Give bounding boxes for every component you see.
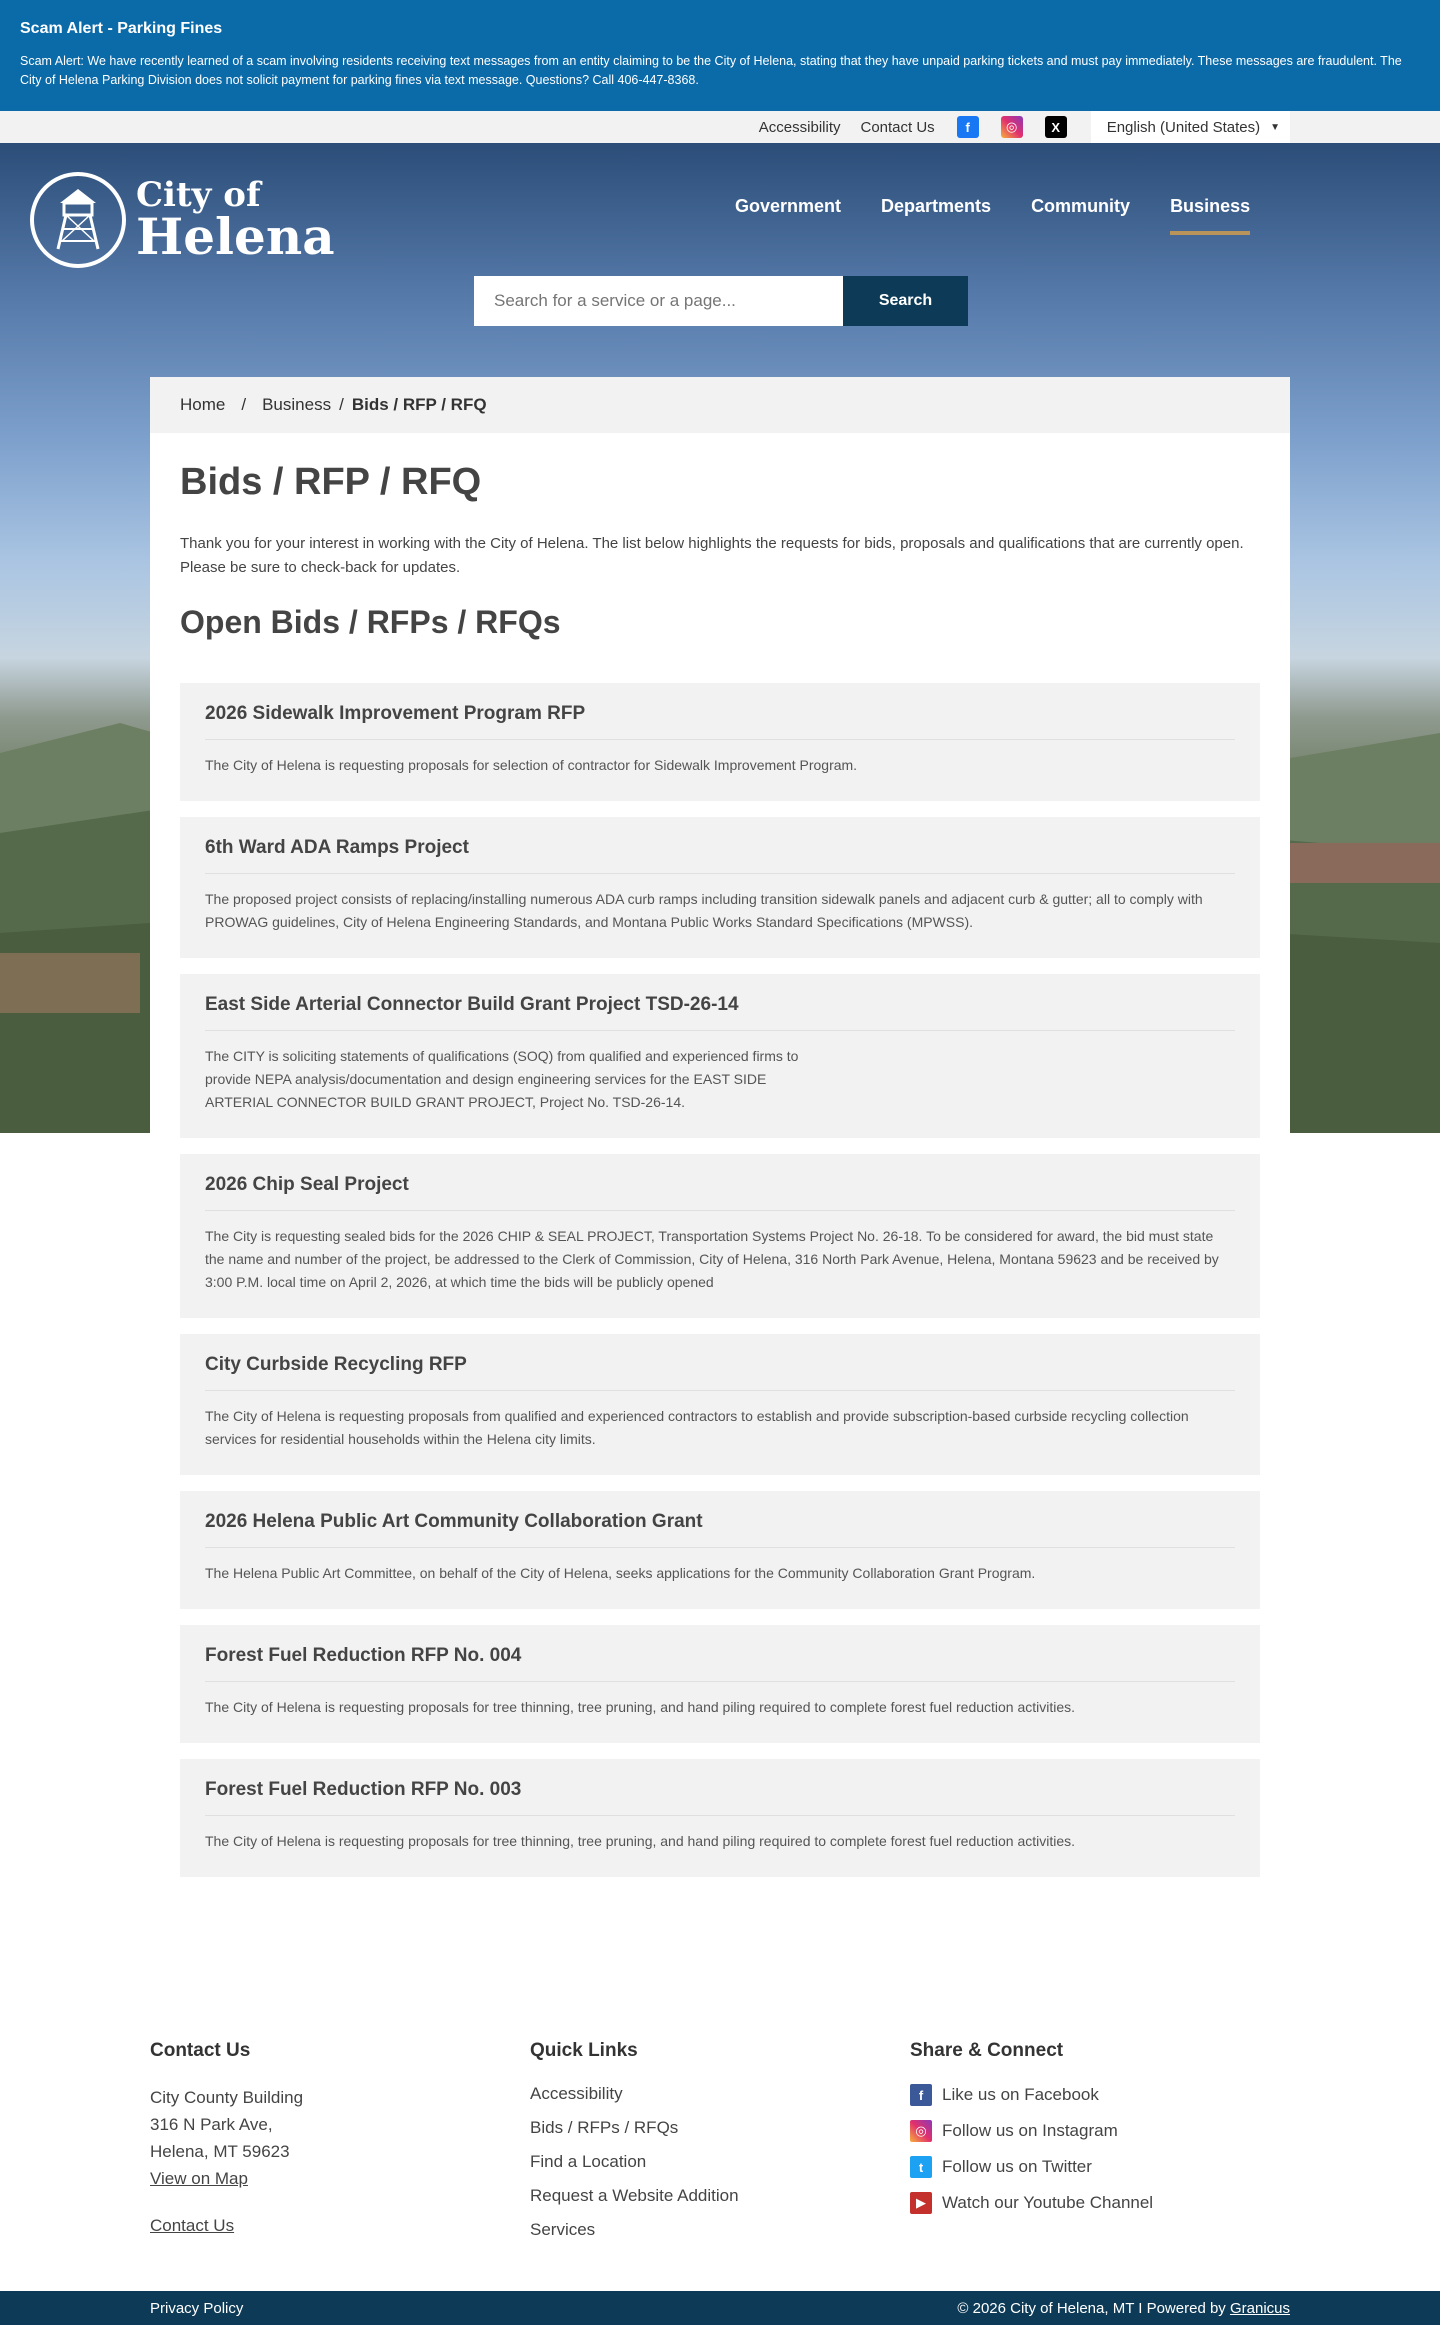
quick-link-services[interactable]: Services: [530, 2220, 596, 2239]
nav-business[interactable]: Business: [1170, 196, 1250, 235]
bid-description: The City of Helena is requesting proposals for selection of contractor for Sidewalk Improvement Program.: [205, 757, 858, 773]
breadcrumb-separator: /: [241, 395, 247, 414]
share-facebook[interactable]: [910, 2084, 1290, 2106]
site-footer: [150, 2040, 1290, 2254]
language-label: English (United States): [1106, 118, 1261, 136]
fire-tower-logo-icon: [30, 172, 126, 268]
share-instagram[interactable]: [910, 2120, 1290, 2142]
bid-description: The City of Helena is requesting proposals for tree thinning, tree pruning, and hand piling required to complete forest fuel reduction activities.: [205, 1833, 1076, 1849]
utility-bar: [0, 111, 1440, 143]
bid-description: The CITY is soliciting statements of qualifications (SOQ) from qualified and experienced firms to provide NEPA analysis/documentation and design engineering services for the EAST SIDE ARTERIAL CONNECTOR BUILD GRANT PROJECT, Project No. TSD-26-14.: [205, 1048, 799, 1110]
logo-line-2: Helena: [136, 207, 335, 266]
bid-card[interactable]: [180, 1625, 1260, 1743]
youtube-icon: ▶: [910, 2192, 932, 2214]
chevron-down-icon: ▼: [1270, 121, 1280, 133]
copyright-text: © 2026 City of Helena, MT I Powered by: [957, 2300, 1226, 2317]
scam-alert-banner: [0, 0, 1440, 111]
footer-street: 316 N Park Ave,: [150, 2115, 273, 2134]
breadcrumb-business[interactable]: Business: [262, 395, 332, 414]
nav-government[interactable]: Government: [735, 196, 842, 216]
bottom-bar: [0, 2291, 1440, 2325]
footer-city: Helena, MT 59623: [150, 2142, 290, 2161]
bid-card[interactable]: [180, 817, 1260, 958]
page-title: Bids / RFP / RFQ: [180, 461, 482, 503]
breadcrumb: [150, 377, 1290, 433]
footer-share-heading: Share & Connect: [910, 2040, 1064, 2061]
footer-contact-link[interactable]: Contact Us: [150, 2216, 235, 2235]
footer-contact-heading: Contact Us: [150, 2040, 251, 2061]
bid-description: The proposed project consists of replacing/installing numerous ADA curb ramps including transition sidewalk panels and adjacent curb & gutter; all to comply with PROWAG guidelines, City of Helena Engineering Standards, and Montana Public Works Standard Specifications (MPWSS).: [205, 891, 1203, 930]
footer-building: City County Building: [150, 2088, 304, 2107]
nav-community[interactable]: Community: [1031, 196, 1131, 216]
footer-quick-heading: Quick Links: [530, 2040, 638, 2061]
bid-title[interactable]: 2026 Helena Public Art Community Collaboration Grant: [205, 1511, 1235, 1548]
bid-title[interactable]: 2026 Sidewalk Improvement Program RFP: [205, 703, 1235, 740]
bid-title[interactable]: Forest Fuel Reduction RFP No. 004: [205, 1645, 1235, 1682]
breadcrumb-current: Bids / RFP / RFQ: [351, 395, 487, 414]
privacy-policy-link[interactable]: Privacy Policy: [150, 2300, 244, 2317]
instagram-icon: ◎: [910, 2120, 932, 2142]
footer-quick-links: [530, 2040, 910, 2254]
contact-us-link[interactable]: Contact Us: [860, 118, 935, 136]
main-nav: [735, 196, 1290, 235]
facebook-icon[interactable]: f: [957, 116, 979, 138]
x-twitter-icon[interactable]: X: [1045, 116, 1067, 138]
section-title: Open Bids / RFPs / RFQs: [180, 604, 561, 640]
accessibility-link[interactable]: Accessibility: [758, 118, 841, 136]
quick-link-accessibility[interactable]: Accessibility: [530, 2084, 623, 2103]
breadcrumb-home[interactable]: Home: [180, 395, 226, 414]
alert-body: Scam Alert: We have recently learned of a scam involving residents receiving text messages from an entity claiming to be the City of Helena, stating that they have unpaid parking tickets and must pay immediately. These messages are fraudulent. The City of Helena Parking Division does not solicit payment for parking fines via text message. Questions? Call 406-447-8368.: [20, 54, 1402, 87]
search-input[interactable]: [474, 276, 843, 326]
city-logo[interactable]: [30, 172, 335, 268]
language-select[interactable]: [1091, 111, 1290, 143]
facebook-icon: f: [910, 2084, 932, 2106]
bid-card[interactable]: [180, 1759, 1260, 1877]
search-button[interactable]: Search: [843, 276, 968, 326]
breadcrumb-separator: /: [339, 395, 344, 414]
share-youtube-label: Watch our Youtube Channel: [942, 2193, 1154, 2212]
page-intro: Thank you for your interest in working with the City of Helena. The list below highlights the requests for bids, proposals and qualifications that are currently open. Please be sure to check-back for updates.: [180, 535, 1244, 576]
footer-share: [910, 2040, 1290, 2254]
nav-departments[interactable]: Departments: [881, 196, 992, 216]
bid-description: The City of Helena is requesting proposals for tree thinning, tree pruning, and hand piling required to complete forest fuel reduction activities.: [205, 1699, 1076, 1715]
bid-description: The City of Helena is requesting proposals from qualified and experienced contractors to establish and provide subscription-based curbside recycling collection services for residential households within the Helena city limits.: [205, 1408, 1189, 1447]
share-facebook-label: Like us on Facebook: [942, 2085, 1099, 2104]
logo-line-1: City of: [136, 175, 261, 215]
bid-card[interactable]: [180, 974, 1260, 1138]
bid-title[interactable]: Forest Fuel Reduction RFP No. 003: [205, 1779, 1235, 1816]
share-instagram-label: Follow us on Instagram: [942, 2121, 1118, 2140]
bid-title[interactable]: City Curbside Recycling RFP: [205, 1354, 1235, 1391]
bid-card[interactable]: [180, 1491, 1260, 1609]
bid-description: The Helena Public Art Committee, on behalf of the City of Helena, seeks applications for the Community Collaboration Grant Program.: [205, 1565, 1036, 1581]
view-on-map-link[interactable]: View on Map: [150, 2169, 248, 2188]
quick-link-find-location[interactable]: Find a Location: [530, 2152, 647, 2171]
share-twitter[interactable]: [910, 2156, 1290, 2178]
share-youtube[interactable]: [910, 2192, 1290, 2214]
quick-link-bids[interactable]: Bids / RFPs / RFQs: [530, 2118, 679, 2137]
twitter-icon: t: [910, 2156, 932, 2178]
bid-description: The City is requesting sealed bids for the 2026 CHIP & SEAL PROJECT, Transportation Systems Project No. 26-18. To be considered for award, the bid must state the name and number of the project, be addressed to the Clerk of Commission, City of Helena, 316 North Park Avenue, Helena, Montana 59623 and be received by 3:00 P.M. local time on April 2, 2026, at which time the bids will be publicly opened: [205, 1228, 1219, 1290]
quick-link-website-addition[interactable]: Request a Website Addition: [530, 2186, 739, 2205]
site-search: [474, 276, 968, 326]
instagram-icon[interactable]: ◎: [1001, 116, 1023, 138]
granicus-link[interactable]: Granicus: [1229, 2300, 1290, 2317]
copyright: [957, 2300, 1290, 2317]
bid-title[interactable]: East Side Arterial Connector Build Grant Project TSD-26-14: [205, 994, 1235, 1031]
footer-contact: [150, 2040, 530, 2254]
bid-title[interactable]: 2026 Chip Seal Project: [205, 1174, 1235, 1211]
main-content: [150, 377, 1290, 1923]
alert-title: Scam Alert - Parking Fines: [20, 20, 223, 37]
bid-card[interactable]: [180, 1334, 1260, 1475]
bid-card[interactable]: [180, 1154, 1260, 1318]
bid-title[interactable]: 6th Ward ADA Ramps Project: [205, 837, 1235, 874]
bid-card[interactable]: [180, 683, 1260, 801]
share-twitter-label: Follow us on Twitter: [942, 2157, 1092, 2176]
